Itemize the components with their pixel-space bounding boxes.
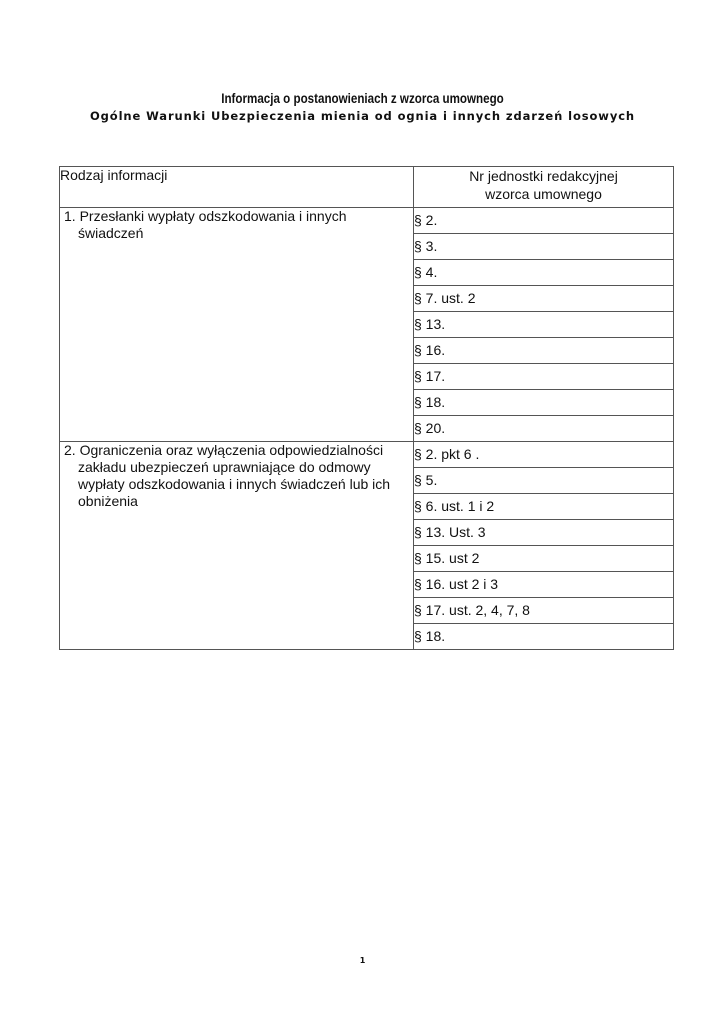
column-header-unit-number-line1: Nr jednostki redakcyjnej: [469, 168, 618, 184]
section-2-label: 2. Ograniczenia oraz wyłączenia odpowiedzialności zakładu ubezpieczeń uprawniające do odmowy wypłaty odszkodowania i innych świadczeń lub ich obniżenia: [64, 442, 391, 509]
page-number: 1: [359, 956, 366, 965]
section-2-ref: § 15. ust 2: [414, 546, 674, 572]
section-2-ref: § 6. ust. 1 i 2: [414, 494, 674, 520]
document-title: Informacja o postanowieniach z wzorca umownego: [221, 91, 504, 106]
section-2-ref: § 5.: [414, 468, 674, 494]
section-1-ref: § 16.: [414, 338, 674, 364]
column-header-unit-number-line2: wzorca umownego: [485, 186, 602, 202]
column-header-unit-number: [414, 167, 674, 208]
table-header-row: [60, 167, 674, 208]
section-1-ref: § 20.: [414, 416, 674, 442]
section-1-ref: § 18.: [414, 390, 674, 416]
section-1-ref: § 3.: [414, 234, 674, 260]
section-1-ref: § 4.: [414, 260, 674, 286]
section-1-label-cell: [60, 208, 414, 442]
section-1-ref: § 2.: [414, 208, 674, 234]
section-1-ref: § 7. ust. 2: [414, 286, 674, 312]
column-header-info-type: Rodzaj informacji: [60, 167, 414, 208]
table-row: [60, 208, 674, 234]
section-2-ref: § 13. Ust. 3: [414, 520, 674, 546]
section-1-ref: § 17.: [414, 364, 674, 390]
section-2-ref: § 2. pkt 6 .: [414, 442, 674, 468]
table-row: [60, 442, 674, 468]
section-1-ref: § 13.: [414, 312, 674, 338]
section-1-label: 1. Przesłanki wypłaty odszkodowania i innych świadczeń: [64, 208, 347, 241]
info-table: [59, 166, 674, 650]
section-2-label-cell: [60, 442, 414, 650]
section-2-ref: § 16. ust 2 i 3: [414, 572, 674, 598]
section-2-ref: § 18.: [414, 624, 674, 650]
section-2-ref: § 17. ust. 2, 4, 7, 8: [414, 598, 674, 624]
document-subtitle: Ogólne Warunki Ubezpieczenia mienia od ognia i innych zdarzeń losowych: [89, 109, 636, 123]
